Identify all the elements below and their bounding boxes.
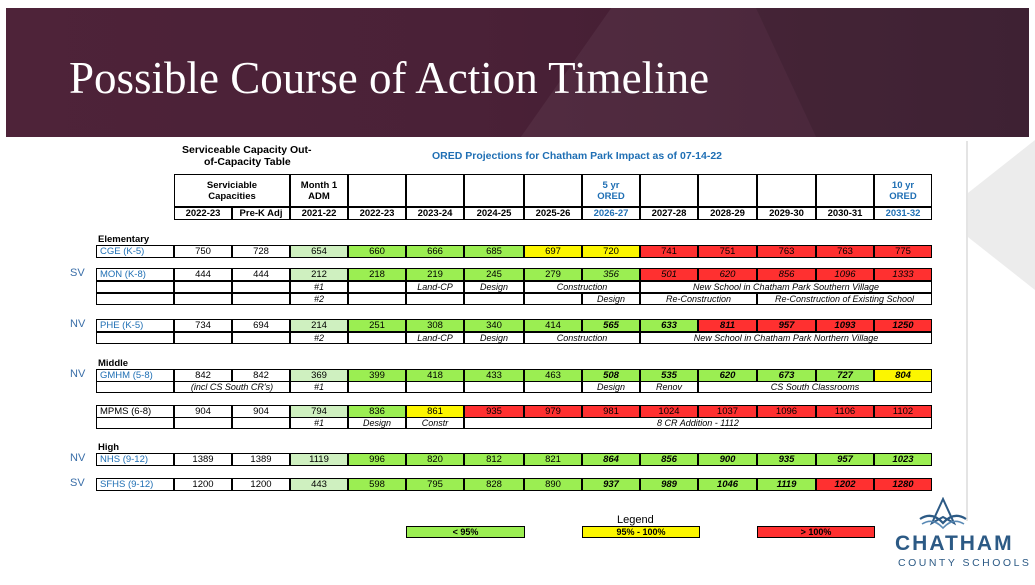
projection-cell: 804 [874,369,932,382]
note-blank [524,381,582,393]
note-cell: Design [464,281,524,293]
legend-red: > 100% [757,526,875,538]
note-cell: New School in Chatham Park Northern Village [640,332,932,344]
prek-adj-value: 728 [232,245,290,258]
projection-cell: 1102 [874,405,932,418]
note-cell: Re-Construction [640,293,757,305]
prek-adj-value: 444 [232,268,290,281]
region-label: NV [70,318,86,330]
school-name: SFHS (9-12) [96,478,174,491]
projection-cell: 1202 [816,478,874,491]
projection-cell: 979 [524,405,582,418]
school-name: MPMS (6-8) [96,405,174,418]
projection-cell: 673 [757,369,816,382]
school-name: MON (K-8) [96,268,174,281]
table-title-left-2: of-Capacity Table [204,156,291,168]
note-blank [464,381,524,393]
note-blank [232,293,290,305]
header-year: 2021-22 [290,207,348,220]
note-cell: New School in Chatham Park Southern Village [640,281,932,293]
note-blank [174,417,232,429]
prek-adj-value: 842 [232,369,290,382]
projection-cell: 763 [816,245,874,258]
header-blank [348,174,406,207]
projection-cell: 828 [464,478,524,491]
note-cell: 8 CR Addition - 1112 [464,417,932,429]
note-cell: #1 [290,417,348,429]
header-year: 2030-31 [816,207,874,220]
projection-cell: 620 [698,268,757,281]
header-year: 2031-32 [874,207,932,220]
logo-subtitle: COUNTY SCHOOLS [898,557,1032,569]
projection-cell: 279 [524,268,582,281]
note-cell: Construction [524,332,640,344]
projection-cell: 935 [464,405,524,418]
note-blank [348,293,406,305]
header-month1 [290,174,348,207]
projection-cell: 890 [524,478,582,491]
header-blank [464,174,524,207]
projection-cell: 598 [348,478,406,491]
projection-cell: 251 [348,319,406,332]
projection-cell: 356 [582,268,640,281]
note-cell: Construction [524,281,640,293]
projection-cell: 900 [698,453,757,466]
projection-cell: 219 [406,268,464,281]
note-blank [464,293,524,305]
note-cell: Land-CP [406,332,464,344]
projection-cell: 937 [582,478,640,491]
note-blank [96,332,174,344]
projection-cell: 811 [698,319,757,332]
projection-cell: 666 [406,245,464,258]
header-month1-line: Month 1 [300,179,338,191]
projection-cell: 508 [582,369,640,382]
projection-cell: 620 [698,369,757,382]
projection-cell: 821 [524,453,582,466]
note-cell: Design [348,417,406,429]
projection-cell: 795 [406,478,464,491]
projection-cell: 981 [582,405,640,418]
region-label: NV [70,452,86,464]
projection-cell: 820 [406,453,464,466]
school-name: CGE (K-5) [96,245,174,258]
note-cell: #2 [290,332,348,344]
header-year: 2028-29 [698,207,757,220]
note-blank [348,332,406,344]
header-year: 2022-23 [174,207,232,220]
projection-cell: 989 [640,478,698,491]
header-ored5 [582,174,640,207]
projection-cell: 741 [640,245,698,258]
note-blank [406,293,464,305]
note-blank [96,417,174,429]
projection-cell: 399 [348,369,406,382]
region-label: SV [70,477,85,489]
projection-cell: 218 [348,268,406,281]
header-ored10-line: 10 yr [891,179,915,191]
header-ored5-line: ORED [597,190,625,202]
projection-cell: 1250 [874,319,932,332]
note-blank [524,293,582,305]
projection-cell: 1333 [874,268,932,281]
note-blank [96,381,174,393]
header-ored10 [874,174,932,207]
note-cell: #1 [290,281,348,293]
projection-cell: 535 [640,369,698,382]
note-cell: #2 [290,293,348,305]
note-blank [232,332,290,344]
capacity-value: 750 [174,245,232,258]
note-cell: (incl CS South CR's) [174,381,290,393]
header-blank [524,174,582,207]
projection-cell: 856 [757,268,816,281]
note-cell: Design [582,293,640,305]
header-year: 2026-27 [582,207,640,220]
note-blank [174,332,232,344]
header-blank [640,174,698,207]
legend-yellow: 95% - 100% [582,526,700,538]
projection-cell: 763 [757,245,816,258]
projection-cell: 633 [640,319,698,332]
header-year: 2025-26 [524,207,582,220]
projection-cell: 1046 [698,478,757,491]
region-label: SV [70,267,85,279]
projection-cell: 654 [290,245,348,258]
prek-adj-value: 1389 [232,453,290,466]
header-year: 2024-25 [464,207,524,220]
projection-cell: 794 [290,405,348,418]
projection-cell: 565 [582,319,640,332]
note-cell: #1 [290,381,348,393]
projection-cell: 308 [406,319,464,332]
school-name: GMHM (5-8) [96,369,174,382]
capacity-value: 842 [174,369,232,382]
header-ored10-line: ORED [889,190,917,202]
note-cell: Design [464,332,524,344]
note-blank [174,281,232,293]
prek-adj-value: 694 [232,319,290,332]
projection-cell: 727 [816,369,874,382]
projection-cell: 1096 [816,268,874,281]
projection-cell: 212 [290,268,348,281]
projection-cell: 1024 [640,405,698,418]
projection-cell: 214 [290,319,348,332]
section-high: High [98,442,120,453]
header-blank [816,174,874,207]
header-ored5-line: 5 yr [602,179,620,191]
projection-cell: 443 [290,478,348,491]
projection-cell: 1093 [816,319,874,332]
projection-cell: 414 [524,319,582,332]
page-title: Possible Course of Action Timeline [69,53,710,103]
table-title-left-1: Serviceable Capacity Out- [182,144,312,156]
projection-cell: 957 [816,453,874,466]
table-title-right: ORED Projections for Chatham Park Impact as of 07-14-22 [432,150,723,162]
note-cell: Re-Construction of Existing School [757,293,932,305]
legend-green: < 95% [406,526,525,538]
note-cell: Renov [640,381,698,393]
projection-cell: 1023 [874,453,932,466]
note-blank [348,281,406,293]
region-label: NV [70,368,86,380]
section-elementary: Elementary [98,234,150,245]
header-blank [698,174,757,207]
projection-cell: 1037 [698,405,757,418]
capacity-value: 1200 [174,478,232,491]
note-blank [174,293,232,305]
projection-cell: 775 [874,245,932,258]
header-year: 2029-30 [757,207,816,220]
header-blank [757,174,816,207]
school-name: NHS (9-12) [96,453,174,466]
projection-cell: 418 [406,369,464,382]
projection-cell: 685 [464,245,524,258]
note-blank [406,381,464,393]
projection-cell: 245 [464,268,524,281]
projection-cell: 957 [757,319,816,332]
header-capacities-line: Serviciable [206,179,258,191]
projection-cell: 1119 [290,453,348,466]
note-cell: Design [582,381,640,393]
note-blank [232,417,290,429]
projection-cell: 1280 [874,478,932,491]
note-blank [348,381,406,393]
logo-name: CHATHAM [895,532,1014,555]
projection-cell: 812 [464,453,524,466]
capacity-value: 1389 [174,453,232,466]
note-blank [232,281,290,293]
projection-cell: 864 [582,453,640,466]
header-capacities-line: Capacities [208,190,256,202]
note-blank [96,293,174,305]
projection-cell: 501 [640,268,698,281]
header-blank [406,174,464,207]
note-cell: Land-CP [406,281,464,293]
projection-cell: 856 [640,453,698,466]
header-month1-line: ADM [308,190,330,202]
capacity-value: 444 [174,268,232,281]
projection-cell: 1096 [757,405,816,418]
projection-cell: 369 [290,369,348,382]
projection-cell: 340 [464,319,524,332]
projection-cell: 433 [464,369,524,382]
note-cell: CS South Classrooms [698,381,932,393]
projection-cell: 836 [348,405,406,418]
projection-cell: 660 [348,245,406,258]
book-logo-icon [918,497,968,531]
projection-cell: 751 [698,245,757,258]
header-year: Pre-K Adj [232,207,290,220]
projection-cell: 720 [582,245,640,258]
header-year: 2022-23 [348,207,406,220]
sheet-edge [966,141,968,521]
capacity-value: 904 [174,405,232,418]
projection-cell: 697 [524,245,582,258]
prek-adj-value: 1200 [232,478,290,491]
capacity-value: 734 [174,319,232,332]
header-year: 2027-28 [640,207,698,220]
header-capacities [174,174,290,207]
legend-title: Legend [617,514,654,526]
header-year: 2023-24 [406,207,464,220]
projection-cell: 1106 [816,405,874,418]
projection-cell: 463 [524,369,582,382]
note-cell: Constr [406,417,464,429]
projection-cell: 1119 [757,478,816,491]
section-middle: Middle [98,358,129,369]
projection-cell: 861 [406,405,464,418]
projection-cell: 935 [757,453,816,466]
note-blank [96,281,174,293]
prek-adj-value: 904 [232,405,290,418]
school-name: PHE (K-5) [96,319,174,332]
projection-cell: 996 [348,453,406,466]
